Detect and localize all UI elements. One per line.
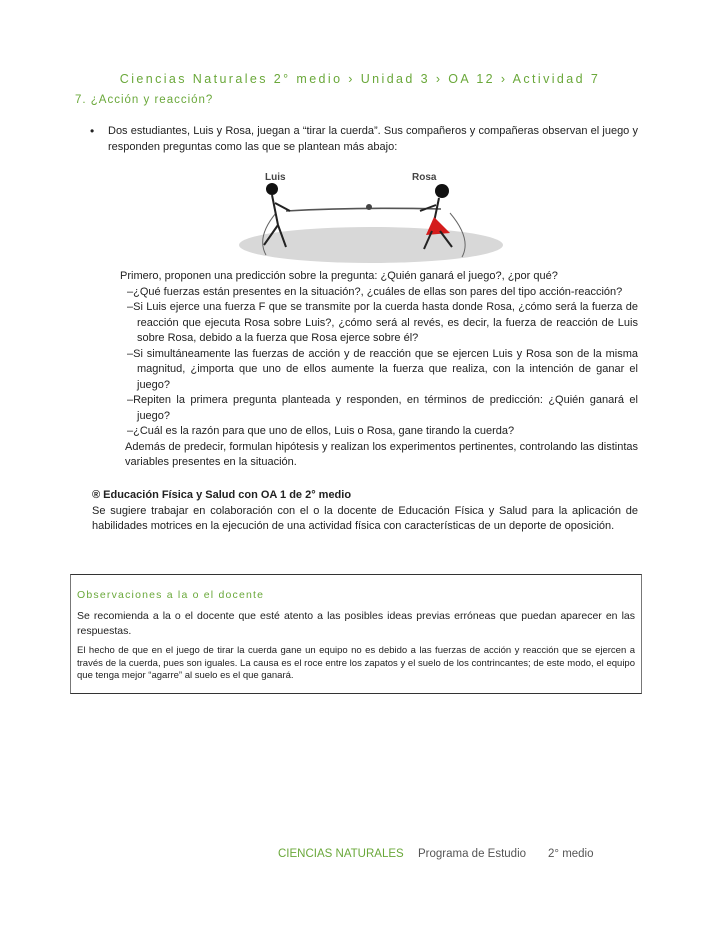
questions-intro: Primero, proponen una predicción sobre la pregunta: ¿Quién ganará el juego?, ¿por qué?	[120, 270, 558, 282]
bullet-icon: •	[90, 124, 95, 138]
footer-subject: CIENCIAS NATURALES	[278, 848, 404, 860]
label-rosa: Rosa	[412, 172, 437, 183]
teacher-observations-box	[70, 574, 642, 694]
question-item: –Repiten la primera pregunta planteada y responden, en términos de predicción: ¿Quién ganará el juego?	[127, 394, 638, 422]
cross-curricular-note	[92, 488, 638, 535]
activity-title: 7. ¿Acción y reacción?	[75, 94, 214, 106]
observations-title: Observaciones a la o el docente	[77, 589, 265, 601]
question-item: –Si simultáneamente las fuerzas de acción y de reacción que se ejercen Luis y Rosa son de la misma magnitud, ¿importa que uno de ellos aumente la fuerza que realiza, con la intención de ganar el juego?	[127, 347, 638, 391]
questions-closing: Además de predecir, formulan hipótesis y realizan los experimentos pertinentes, controlando las distintas variables presentes en la situación.	[125, 440, 638, 468]
label-luis: Luis	[265, 172, 286, 183]
question-item: –¿Qué fuerzas están presentes en la situación?, ¿cuáles de ellas son pares del tipo acción-reacción?	[127, 285, 623, 298]
tug-of-war-drawing	[236, 167, 506, 263]
footer-grade: 2° medio	[548, 848, 594, 860]
cross-curricular-text: Se sugiere trabajar en colaboración con el o la docente de Educación Física y Salud para la aplicación de habilidades motrices en la ejecución de una actividad física con características de un deporte de oposición.	[92, 504, 638, 532]
footer-program: Programa de Estudio	[418, 848, 527, 860]
observations-paragraph-2: El hecho de que en el juego de tirar la cuerda gane un equipo no es debido a las fuerzas de acción y reacción que se ejercen a través de la cuerda, pues son iguales. La causa es el roce entre los zapatos y el suelo de los contrincantes; de este modo, el equipo que tenga mejor “agarre” al suelo es el que ganará.	[77, 645, 635, 681]
tug-of-war-illustration	[90, 167, 638, 263]
page-header: Ciencias Naturales 2° medio › Unidad 3 › OA 12 › Actividad 7	[119, 72, 601, 86]
cross-curricular-title: ® Educación Física y Salud con OA 1 de 2° medio	[92, 489, 352, 501]
questions-block	[90, 269, 638, 471]
observations-paragraph-1: Se recomienda a la o el docente que esté atento a las posibles ideas previas erróneas que puedan aparecer en las respuestas.	[77, 610, 635, 637]
question-item: –Si Luis ejerce una fuerza F que se transmite por la cuerda hasta donde Rosa, ¿cómo será la fuerza de reacción que ejecuta Rosa sobre Luis?, ¿cómo será al revés, es decir, la fuerza de reacción de Luis sobre Rosa, debido a la fuerza que Rosa ejerce sobre él?	[127, 301, 638, 344]
intro-text: Dos estudiantes, Luis y Rosa, juegan a “tirar la cuerda”. Sus compañeros y compañeras observan el juego y responden preguntas como las que se plantean más abajo:	[108, 125, 638, 153]
question-item: –¿Cuál es la razón para que uno de ellos, Luis o Rosa, gane tirando la cuerda?	[127, 425, 515, 437]
activity-content	[90, 124, 638, 471]
intro-bullet	[90, 124, 638, 155]
